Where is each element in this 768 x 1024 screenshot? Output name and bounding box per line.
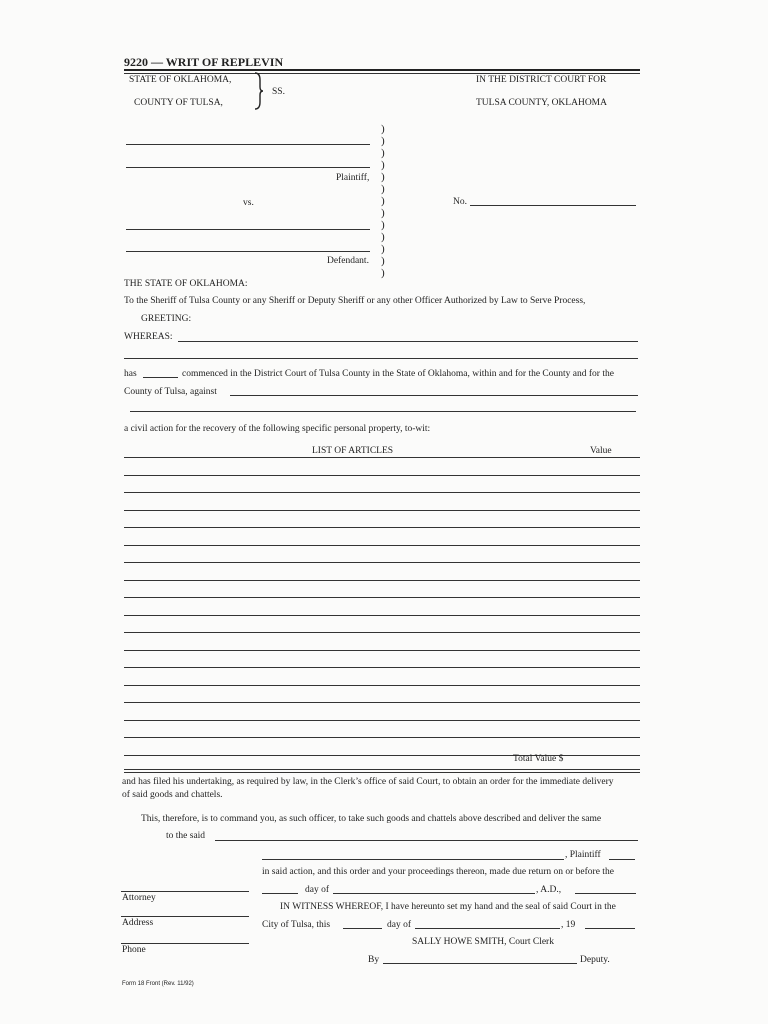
- article-row-line[interactable]: [124, 475, 640, 476]
- address-field[interactable]: [121, 916, 249, 917]
- whereas-label: WHEREAS:: [124, 332, 173, 342]
- greeting: GREETING:: [141, 314, 192, 324]
- title-rule-thin: [124, 73, 640, 74]
- caption-paren: ): [381, 267, 385, 279]
- article-row-line[interactable]: [124, 580, 640, 581]
- defendant-label: Defendant.: [327, 256, 369, 266]
- plaintiff-name-field[interactable]: [262, 859, 564, 860]
- vs-label: vs.: [243, 198, 254, 208]
- article-row-line[interactable]: [124, 615, 640, 616]
- value-header: Value: [590, 446, 612, 456]
- caption-paren: ): [381, 231, 385, 243]
- address-label: Address: [122, 918, 154, 928]
- total-value-label: Total Value $: [513, 754, 564, 764]
- article-row-line[interactable]: [124, 510, 640, 511]
- caption-paren: ): [381, 171, 385, 183]
- caption-paren: ): [381, 147, 385, 159]
- article-row-line[interactable]: [124, 527, 640, 528]
- caption-paren: ): [381, 159, 385, 171]
- article-row-line[interactable]: [124, 737, 640, 738]
- court-clerk-name: SALLY HOWE SMITH, Court Clerk: [412, 937, 554, 947]
- venue-county: COUNTY OF TULSA,: [134, 98, 223, 108]
- undertaking-text-2: of said goods and chattels.: [122, 790, 223, 800]
- plaintiff-extra-field[interactable]: [609, 859, 635, 860]
- article-row-line[interactable]: [124, 720, 640, 721]
- has-label: has: [124, 369, 137, 379]
- article-row-line[interactable]: [124, 492, 640, 493]
- command-text: This, therefore, is to command you, as such officer, to take such goods and chattels above described and deliver the same: [141, 814, 602, 824]
- return-day-of-label: day of: [305, 885, 330, 895]
- in-said-action-text: in said action, and this order and your proceedings thereon, made due return on or before the: [262, 867, 614, 877]
- article-row-line[interactable]: [124, 597, 640, 598]
- caption-paren: ): [381, 207, 385, 219]
- phone-field[interactable]: [121, 943, 249, 944]
- whereas-field-2[interactable]: [124, 358, 638, 359]
- article-row-line[interactable]: [124, 685, 640, 686]
- witness-day-of-label: day of: [387, 920, 412, 930]
- caption-paren: ): [381, 219, 385, 231]
- article-row-line[interactable]: [124, 632, 640, 633]
- county-against-label: County of Tulsa, against: [124, 387, 217, 397]
- return-month-field[interactable]: [333, 893, 535, 894]
- article-row-line[interactable]: [124, 702, 640, 703]
- article-row-line[interactable]: [124, 650, 640, 651]
- form-number: Form 18 Front (Rev. 11/92): [122, 981, 194, 987]
- has-have-field[interactable]: [143, 377, 178, 378]
- attorney-field[interactable]: [121, 891, 249, 892]
- article-row-line[interactable]: [124, 545, 640, 546]
- witness-year-field[interactable]: [585, 928, 635, 929]
- year-prefix: , 19: [561, 920, 576, 930]
- whereas-field[interactable]: [178, 341, 638, 342]
- return-year-field[interactable]: [575, 893, 636, 894]
- witness-text: IN WITNESS WHEREOF, I have hereunto set my hand and the seal of said Court in the: [280, 902, 616, 912]
- civil-action-text: a civil action for the recovery of the following specific personal property, to-wit:: [124, 424, 431, 434]
- article-row-line[interactable]: [124, 457, 640, 458]
- by-label: By: [368, 955, 380, 965]
- attorney-label: Attorney: [122, 893, 156, 903]
- state-heading: THE STATE OF OKLAHOMA:: [124, 279, 248, 289]
- plaintiff-label: Plaintiff,: [336, 173, 370, 183]
- plaintiff-suffix: , Plaintiff: [565, 850, 601, 860]
- city-of-tulsa-label: City of Tulsa, this: [262, 920, 331, 930]
- commenced-text: commenced in the District Court of Tulsa County in the State of Oklahoma, within and for the County and for the: [182, 369, 614, 379]
- ss-label: SS.: [272, 87, 285, 97]
- form-title: 9220 — WRIT OF REPLEVIN: [124, 55, 284, 69]
- article-row-line[interactable]: [124, 772, 640, 773]
- list-header: LIST OF ARTICLES: [312, 446, 394, 456]
- case-no-field[interactable]: [470, 205, 636, 206]
- article-row-line[interactable]: [124, 667, 640, 668]
- return-day-field[interactable]: [262, 893, 298, 894]
- title-rule: [124, 69, 640, 71]
- to-the-said-field[interactable]: [215, 840, 638, 841]
- total-rule: [124, 769, 640, 770]
- court-line-2: TULSA COUNTY, OKLAHOMA: [476, 98, 607, 108]
- against-field[interactable]: [230, 395, 638, 396]
- to-the-said-label: to the said: [166, 831, 206, 841]
- case-no-label: No.: [453, 197, 467, 207]
- caption-paren: ): [381, 123, 385, 135]
- caption-paren: ): [381, 135, 385, 147]
- witness-month-field[interactable]: [415, 928, 560, 929]
- caption-paren: ): [381, 195, 385, 207]
- undertaking-text-1: and has filed his undertaking, as required by law, in the Clerk’s office of said Court, to obtain an order for the immediate delivery: [122, 777, 614, 787]
- addressee-text: To the Sheriff of Tulsa County or any Sheriff or Deputy Sheriff or any other Officer Authorized by Law to Serve Process,: [124, 296, 586, 306]
- witness-day-field[interactable]: [343, 928, 382, 929]
- phone-label: Phone: [122, 945, 146, 955]
- defendant-name-line-2[interactable]: [126, 251, 370, 252]
- against-field-2[interactable]: [130, 411, 636, 412]
- venue-state: STATE OF OKLAHOMA,: [129, 75, 232, 85]
- plaintiff-name-line-2[interactable]: [126, 167, 370, 168]
- caption-paren: ): [381, 183, 385, 195]
- plaintiff-name-line-1[interactable]: [126, 144, 370, 145]
- caption-paren: ): [381, 243, 385, 255]
- venue-brace-icon: [252, 72, 264, 110]
- defendant-name-line-1[interactable]: [126, 229, 370, 230]
- article-row-line[interactable]: [124, 562, 640, 563]
- ad-label: , A.D.,: [536, 885, 562, 895]
- court-line-1: IN THE DISTRICT COURT FOR: [476, 75, 607, 85]
- caption-paren: ): [381, 255, 385, 267]
- deputy-signature-field[interactable]: [383, 963, 577, 964]
- deputy-label: Deputy.: [580, 955, 610, 965]
